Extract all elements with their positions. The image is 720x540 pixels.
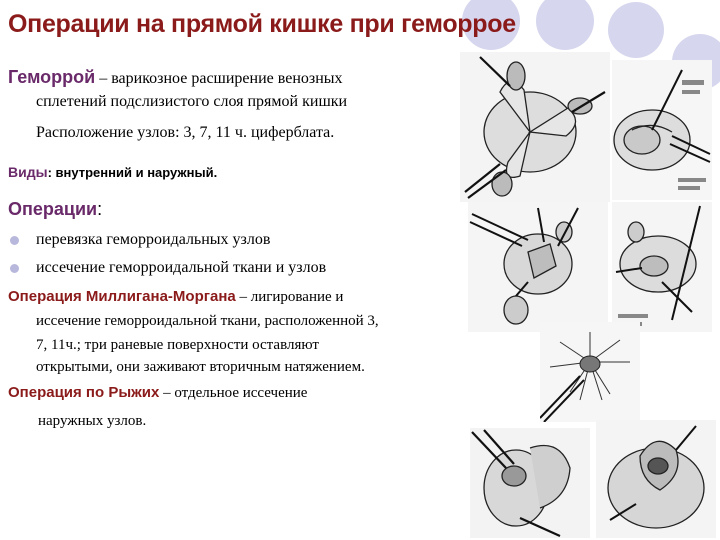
surgical-illustration-4 (612, 202, 712, 332)
operations-colon: : (97, 199, 103, 219)
ryzhikh-line-2: наружных узлов. (38, 413, 147, 429)
decorative-circle (536, 0, 594, 50)
ryzhikh-text: – отдельное иссечение (159, 385, 308, 401)
milligan-line-4: открытыми, они заживают вторичным натяжением. (36, 359, 365, 375)
definition-line-2: сплетений подслизистого слоя прямой кишки (36, 93, 348, 110)
definition-line-1 (8, 66, 343, 90)
bullet-icon (10, 236, 19, 245)
types-colon: : (47, 165, 52, 180)
surgical-illustration-7 (596, 420, 716, 538)
ryzhikh-term: Операция по Рыжих (8, 384, 160, 401)
milligan-line-2: иссечение геморроидальной ткани, расположенной 3, (36, 313, 379, 329)
decorative-circle (608, 2, 664, 58)
milligan-text: – лигирование и (235, 289, 344, 305)
slide-title: Операции на прямой кишке при геморрое (8, 10, 516, 38)
surgical-illustration-5 (540, 322, 640, 422)
surgical-illustration-1 (460, 52, 610, 202)
milligan-line-1 (8, 286, 343, 308)
surgical-illustration-2 (612, 60, 712, 200)
surgical-illustration-6 (470, 428, 590, 538)
definition-text: – варикозное расширение венозных (95, 70, 343, 87)
bullet-icon (10, 264, 19, 273)
operation-item-1: перевязка геморроидальных узлов (36, 231, 271, 248)
operations-heading (8, 198, 102, 222)
types-label: Виды (8, 164, 48, 180)
node-location: Расположение узлов: 3, 7, 11 ч. циферблата. (36, 124, 335, 141)
milligan-term: Операция Миллигана-Моргана (8, 288, 236, 305)
ryzhikh-line-1 (8, 382, 307, 404)
milligan-line-3: 7, 11ч.; три раневые поверхности оставляют (36, 337, 319, 353)
types-line (8, 161, 217, 184)
operation-item-2: иссечение геморроидальной ткани и узлов (36, 259, 327, 276)
types-text: внутренний и наружный. (51, 165, 218, 180)
definition-term: Геморрой (8, 67, 96, 87)
surgical-illustration-3 (468, 202, 608, 332)
operations-label: Операции (8, 199, 98, 219)
